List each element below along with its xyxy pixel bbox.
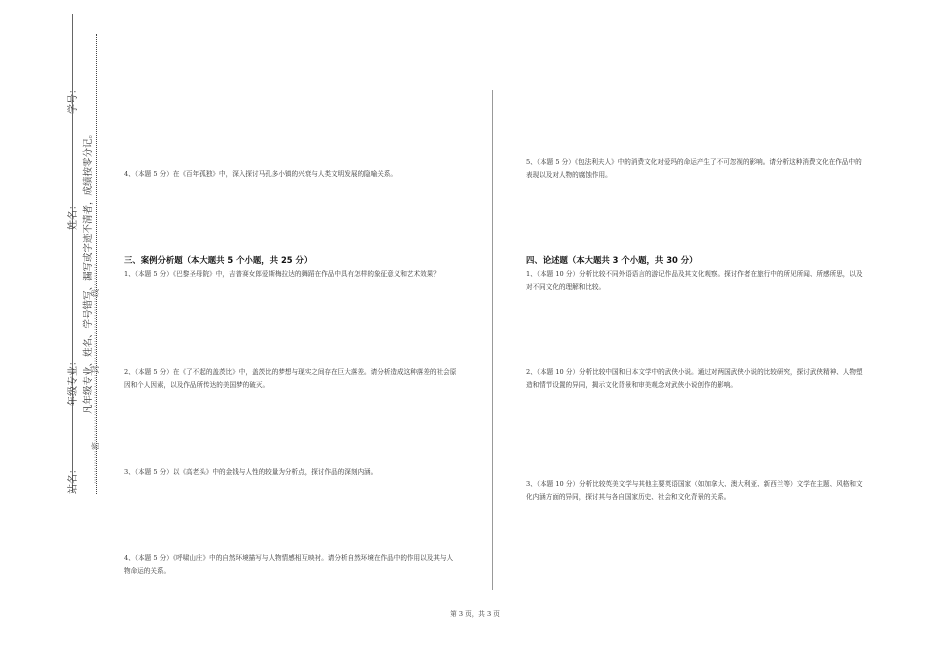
section-3-question-4: 4、（本题 5 分）《呼啸山庄》中的自然环境描写与人物情感相互映衬。请分析自然环境在作品中的作用以及其与人物命运的关系。 xyxy=(124,554,454,575)
binding-seal-markers: ⋯⋯⋯⋯密⋯⋯⋯⋯⋯⋯⋯⋯封⋯⋯⋯⋯⋯⋯⋯⋯线⋯⋯⋯ xyxy=(91,263,100,484)
binding-instruction: 凡年级专业、姓名、学号错写、漏写或字迹不清者，成绩按零分记。 xyxy=(83,128,94,414)
field-name-label: 姓名： xyxy=(68,200,79,230)
question-4-prev: 4、（本题 5 分）在《百年孤独》中，深入探讨马孔多小镇的兴衰与人类文明发展的隐喻关系。 xyxy=(124,170,398,178)
section-3-question-2: 2、（本题 5 分）在《了不起的盖茨比》中，盖茨比的梦想与现实之间存在巨大落差。请分析造成这种落差的社会原因和个人因素，以及作品所传达的美国梦的破灭。 xyxy=(124,368,457,389)
binding-margin xyxy=(52,14,112,494)
page-footer: 第 3 页，共 3 页 xyxy=(450,610,500,618)
right-column xyxy=(526,0,864,600)
section-4-question-3: 3、（本题 10 分）分析比较英美文学与其他主要英语国家（如加拿大、澳大利亚、新西兰等）文学在主题、风格和文化内涵方面的异同，探讨其与各自国家历史、社会和文化背景的关系。 xyxy=(526,480,863,501)
section-4-title: 四、论述题（本大题共 3 个小题，共 30 分） xyxy=(526,255,698,265)
section-3-question-3: 3、（本题 5 分）以《高老头》中的金钱与人性的较量为分析点，探讨作品的深刻内涵。 xyxy=(124,468,378,476)
section-3-question-1: 1、（本题 5 分）《巴黎圣母院》中，吉普赛女郎爱斯梅拉达的舞蹈在作品中具有怎样的象征意义和艺术效果？ xyxy=(124,270,440,278)
section-4-question-2: 2、（本题 10 分）分析比较中国和日本文学中的武侠小说。通过对两国武侠小说的比较研究，探讨武侠精神、人物塑造和情节设置的异同，揭示文化背景和审美观念对武侠小说创作的影响。 xyxy=(526,368,863,389)
field-major-label: 年级专业： xyxy=(68,356,79,406)
question-5-prev: 5、（本题 5 分）《包法利夫人》中的消费文化对爱玛的命运产生了不可忽视的影响。请分析这种消费文化在作品中的表现以及对人物的腐蚀作用。 xyxy=(526,158,862,179)
left-column xyxy=(124,0,459,600)
section-3-title: 三、案例分析题（本大题共 5 个小题，共 25 分） xyxy=(124,255,313,265)
field-id-label: 学号： xyxy=(68,84,79,114)
column-divider xyxy=(492,90,493,590)
section-4-question-1: 1、（本题 10 分）分析比较不同外语语言的游记作品及其文化观察。探讨作者在旅行中的所见所闻、所感所思，以及对不同文化的理解和比较。 xyxy=(526,270,863,291)
field-place-label: 站名： xyxy=(68,464,79,494)
